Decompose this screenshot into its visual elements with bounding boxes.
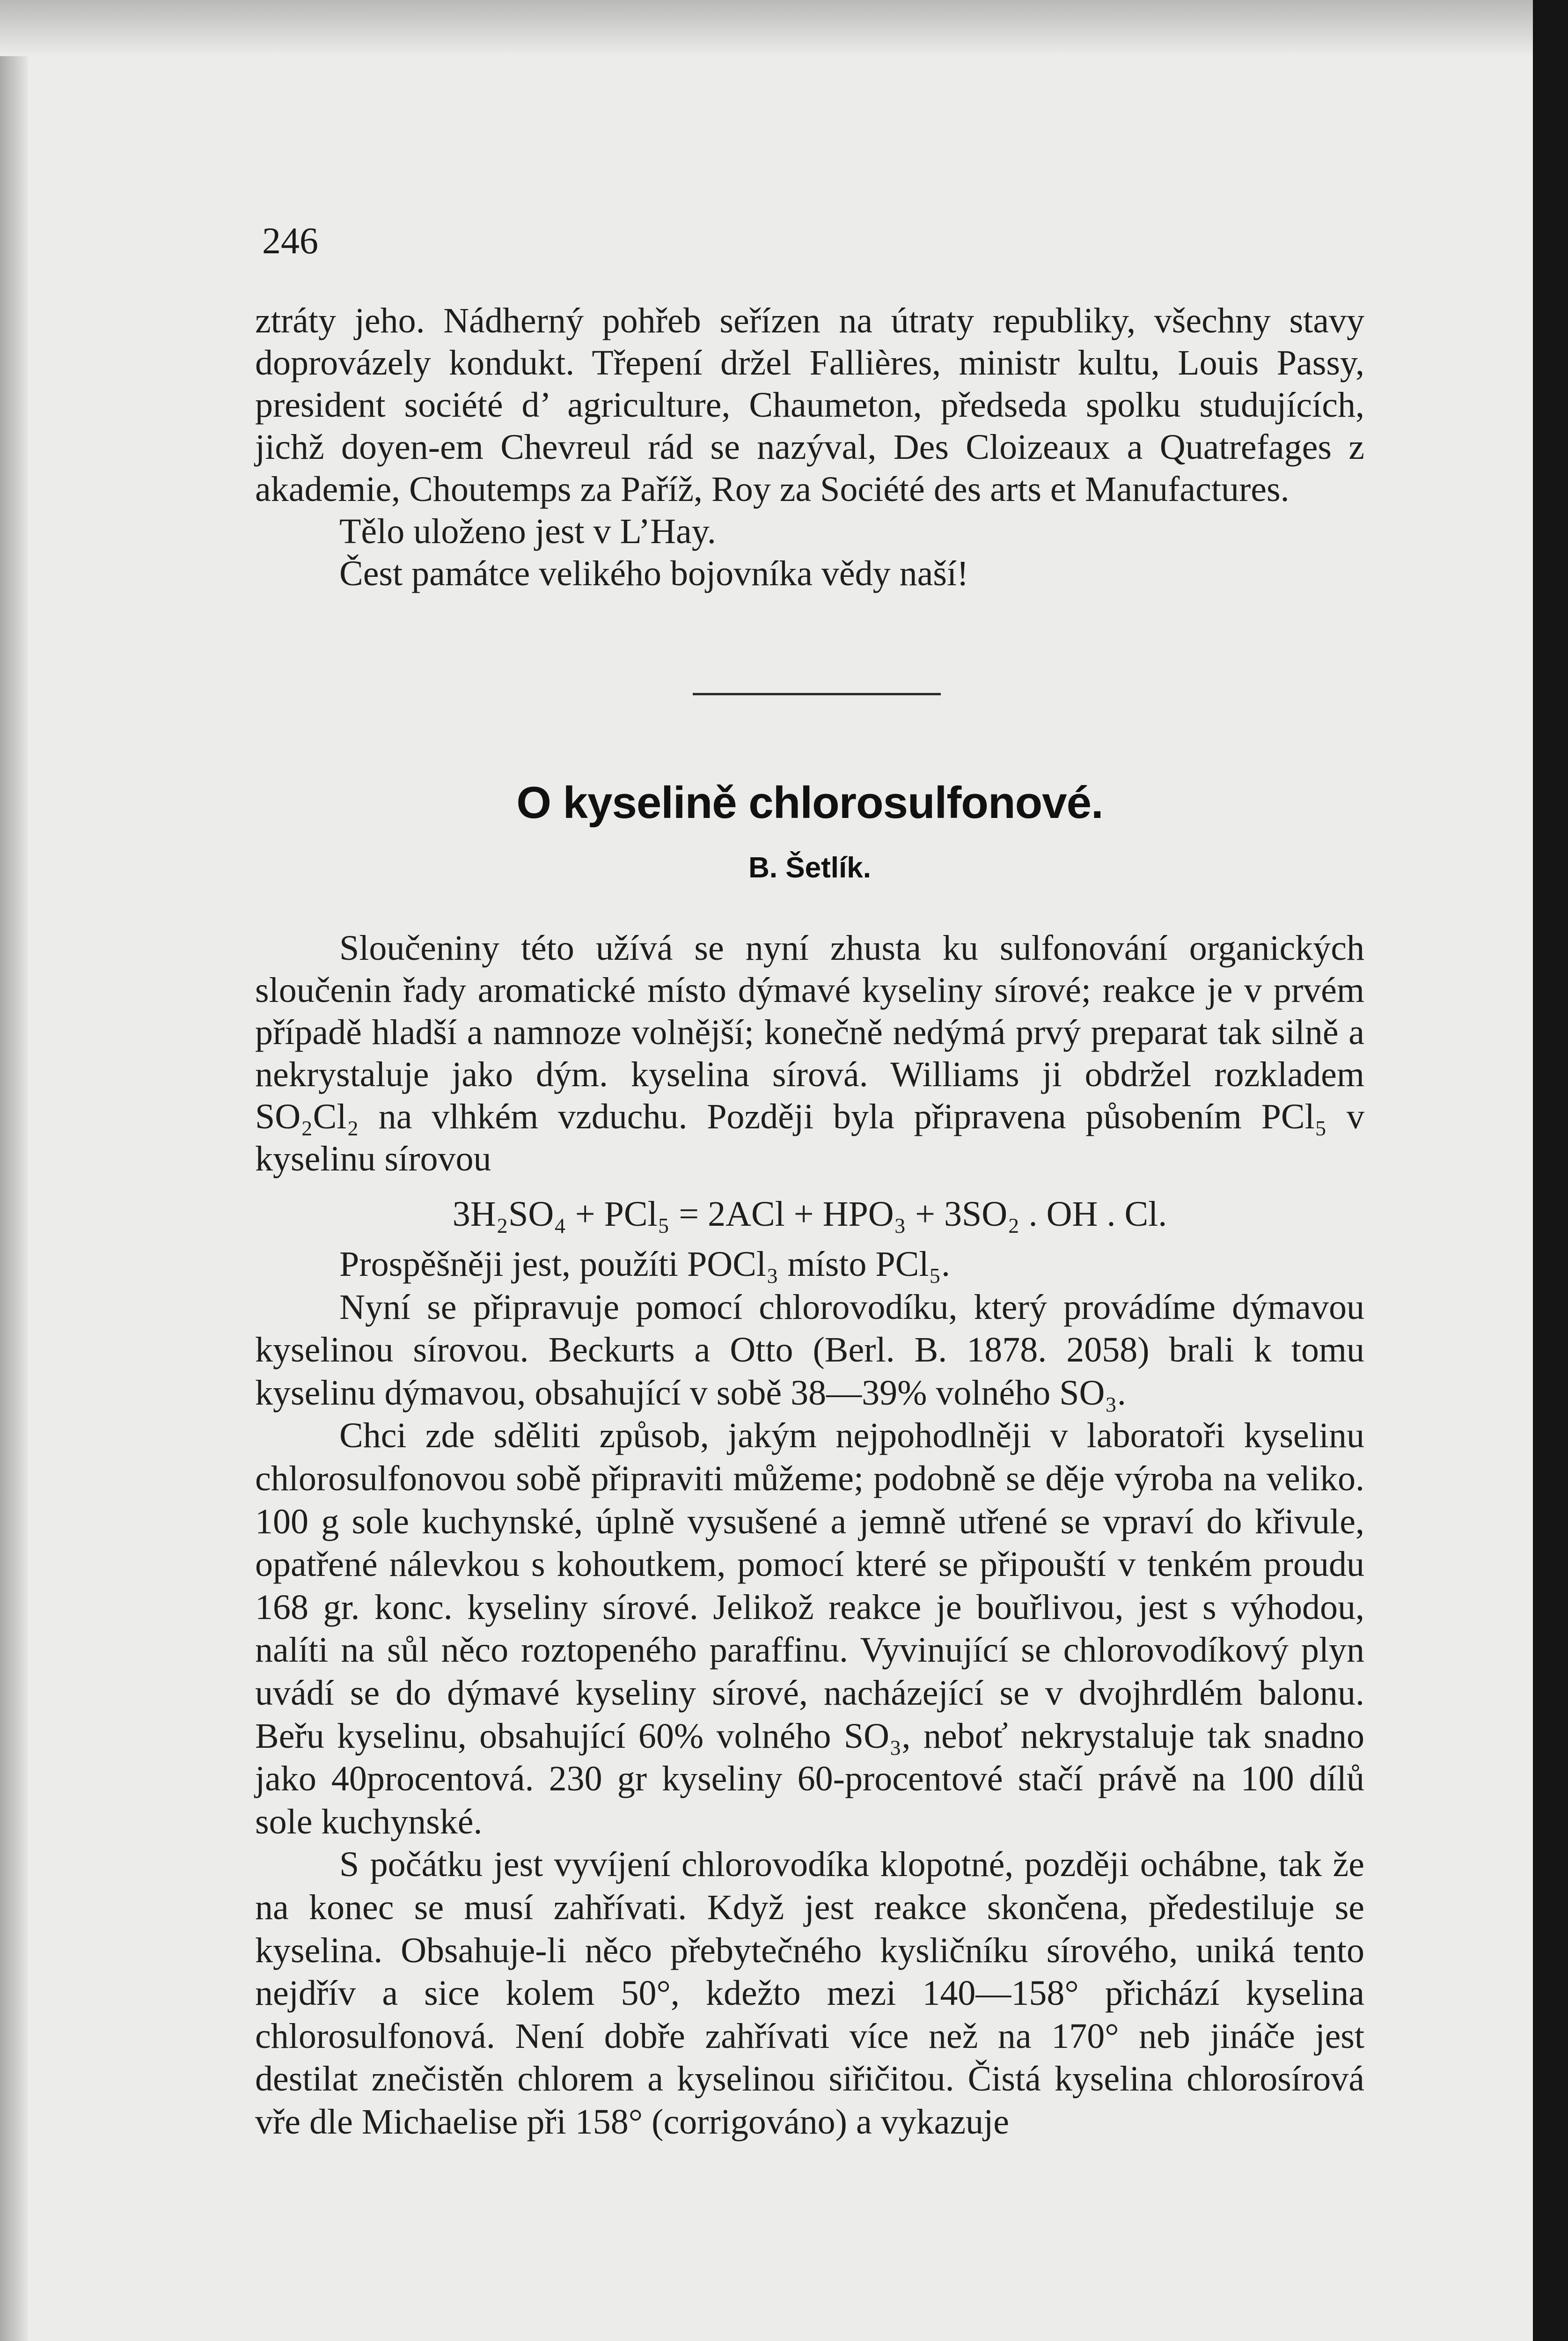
- obituary-closing-line: Čest památce velikého bojovníka vědy naší!: [339, 554, 969, 593]
- paragraph-5: S počátku jest vyvíjení chlorovodíka klopotné, později ochábne, tak že na konec se musí zahřívati. Když jest reakce skončena, předestiluje se kyselina. Obsahuje-li něco přebytečného kysličníku sírového, uniká tento nejdřív a sice kolem 50°, kdežto mezi 140—158° přichází kyselina chlorosulfonová. Není dobře zahřívati více než na 170° neb jináče jest destilat znečistěn chlorem a kyselinou siřičitou. Čistá kyselina chlorosírová vře dle Michaelise při 158° (corrigováno) a vykazuje: [255, 1845, 1364, 2142]
- scan-border: [1533, 0, 1568, 2341]
- chemical-equation: 3H₂SO₄ + PCl₅ = 2ACl + HPO₃ + 3SO₂ . OH . Cl.: [452, 1194, 1167, 1234]
- paragraph-2: Prospěšněji jest, použíti POCl₃ místo PCl₅.: [339, 1244, 950, 1284]
- article-title: O kyselině chlorosulfonové.: [516, 778, 1103, 828]
- paragraph-3: Nyní se připravuje pomocí chlorovodíku, který provádíme dýmavou kyselinou sírovou. Beckurts a Otto (Berl. B. 1878. 2058) brali k tomu kyselinu dýmavou, obsahující v sobě 38—39% volného SO₃.: [255, 1287, 1364, 1413]
- paragraph-4: Chci zde sděliti způsob, jakým nejpohodlněji v laboratoři kyselinu chlorosulfonovou sobě připraviti můžeme; podobně se děje výroba na veliko. 100 g sole kuchynské, úplně vysušené a jemně utřené se vpraví do křivule, opatřené nálevkou s kohoutkem, pomocí které se připouští v tenkém proudu 168 gr. konc. kyseliny sírové. Jelikož reakce je bouřlivou, jest s výhodou, nalíti na sůl něco roztopeného paraffinu. Vyvinující se chlorovodíkový plyn uvádí se do dýmavé kyseliny sírové, nacházející se v dvojhrdlém balonu. Beřu kyselinu, obsahující 60% volného SO₃, neboť nekrystaluje tak snadno jako 40procentová. 230 gr kyseliny 60-procentové stačí právě na 100 dílů sole kuchynské.: [255, 1416, 1364, 1841]
- article-body: [255, 1243, 1364, 2143]
- page-number: 246: [262, 221, 318, 262]
- obituary-burial-line: Tělo uloženo jest v L’Hay.: [339, 512, 716, 551]
- obituary-paragraph: ztráty jeho. Nádherný pohřeb seřízen na útraty republiky, všechny stavy doprovázely kondukt. Třepení držel Fallières, ministr kultu, Louis Passy, president société d’ agriculture, Chaumeton, předseda spolku studujících, jichž doyen-em Chevreul rád se nazýval, Des Cloizeaux a Quatrefages z akademie, Choutemps za Paříž, Roy za Société des arts et Manufactures.: [255, 301, 1364, 509]
- article-intro: [255, 927, 1364, 1180]
- article-author: B. Šetlík.: [748, 852, 871, 884]
- obituary-continuation: [255, 300, 1364, 595]
- paragraph-1: Sloučeniny této užívá se nyní zhusta ku sulfonování organických sloučenin řady aromatické místo dýmavé kyseliny sírové; reakce je v prvém případě hladší a namnoze volnější; konečně nedýmá prvý preparat tak silně a nekrystaluje jako dým. kyselina sírová. Williams ji obdržel rozkladem SO₂Cl₂ na vlhkém vzduchu. Později byla připravena působením PCl₅ v kyselinu sírovou: [255, 928, 1364, 1178]
- section-divider: [693, 693, 941, 695]
